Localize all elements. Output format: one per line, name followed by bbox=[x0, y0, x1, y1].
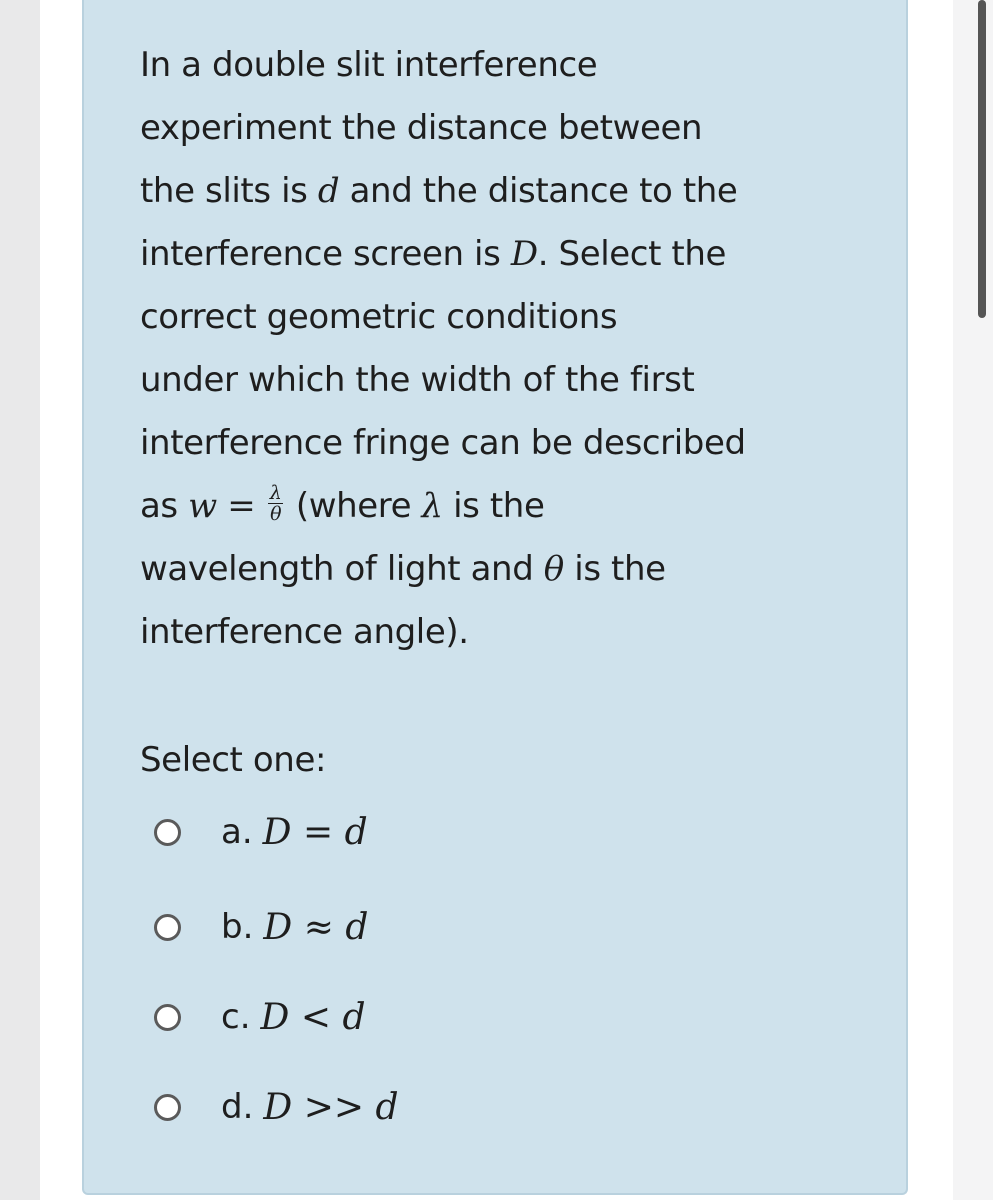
question-text bbox=[140, 34, 800, 664]
scrollbar-thumb[interactable] bbox=[978, 0, 986, 318]
variable-D: D bbox=[510, 234, 538, 274]
option-formula: D >> d bbox=[263, 1086, 399, 1128]
question-line: interference screen is D. Select the bbox=[140, 234, 727, 274]
question-line: In a double slit interference bbox=[140, 45, 598, 85]
variable-lambda: λ bbox=[421, 486, 443, 526]
answer-option-a[interactable] bbox=[154, 807, 368, 857]
answer-option-c[interactable] bbox=[154, 992, 366, 1042]
select-one-label: Select one: bbox=[140, 740, 327, 780]
option-formula: D = d bbox=[262, 811, 368, 853]
lambda-over-theta-fraction bbox=[268, 483, 284, 524]
answer-option-b[interactable] bbox=[154, 902, 368, 952]
option-letter: c. bbox=[221, 997, 251, 1037]
radio-button-icon[interactable] bbox=[154, 819, 181, 846]
question-card bbox=[82, 0, 908, 1195]
radio-button-icon[interactable] bbox=[154, 914, 181, 941]
answer-option-d[interactable] bbox=[154, 1082, 399, 1132]
option-formula: D ≈ d bbox=[263, 906, 369, 948]
variable-w: w bbox=[188, 486, 217, 526]
question-line: correct geometric conditions bbox=[140, 297, 618, 337]
question-line: under which the width of the first bbox=[140, 360, 695, 400]
option-letter: d. bbox=[221, 1087, 254, 1127]
variable-d: d bbox=[317, 171, 340, 211]
option-letter: b. bbox=[221, 907, 254, 947]
equals-sign: = bbox=[216, 486, 266, 526]
option-letter: a. bbox=[221, 812, 253, 852]
question-line: interference angle). bbox=[140, 612, 469, 652]
question-line: the slits is d and the distance to the bbox=[140, 171, 738, 211]
option-formula: D < d bbox=[260, 996, 366, 1038]
radio-button-icon[interactable] bbox=[154, 1094, 181, 1121]
question-line: as w = $\frac{\lambda}{\theta}$ (where λ is the bbox=[140, 482, 545, 526]
scrollbar-track[interactable] bbox=[953, 0, 993, 1200]
question-line: experiment the distance between bbox=[140, 108, 703, 148]
question-line: wavelength of light and θ is the bbox=[140, 549, 666, 589]
variable-theta: θ bbox=[543, 549, 564, 589]
radio-button-icon[interactable] bbox=[154, 1004, 181, 1031]
fraction-numerator: λ bbox=[269, 482, 282, 504]
fraction-denominator: θ bbox=[270, 503, 282, 525]
question-line: interference fringe can be described bbox=[140, 423, 746, 463]
